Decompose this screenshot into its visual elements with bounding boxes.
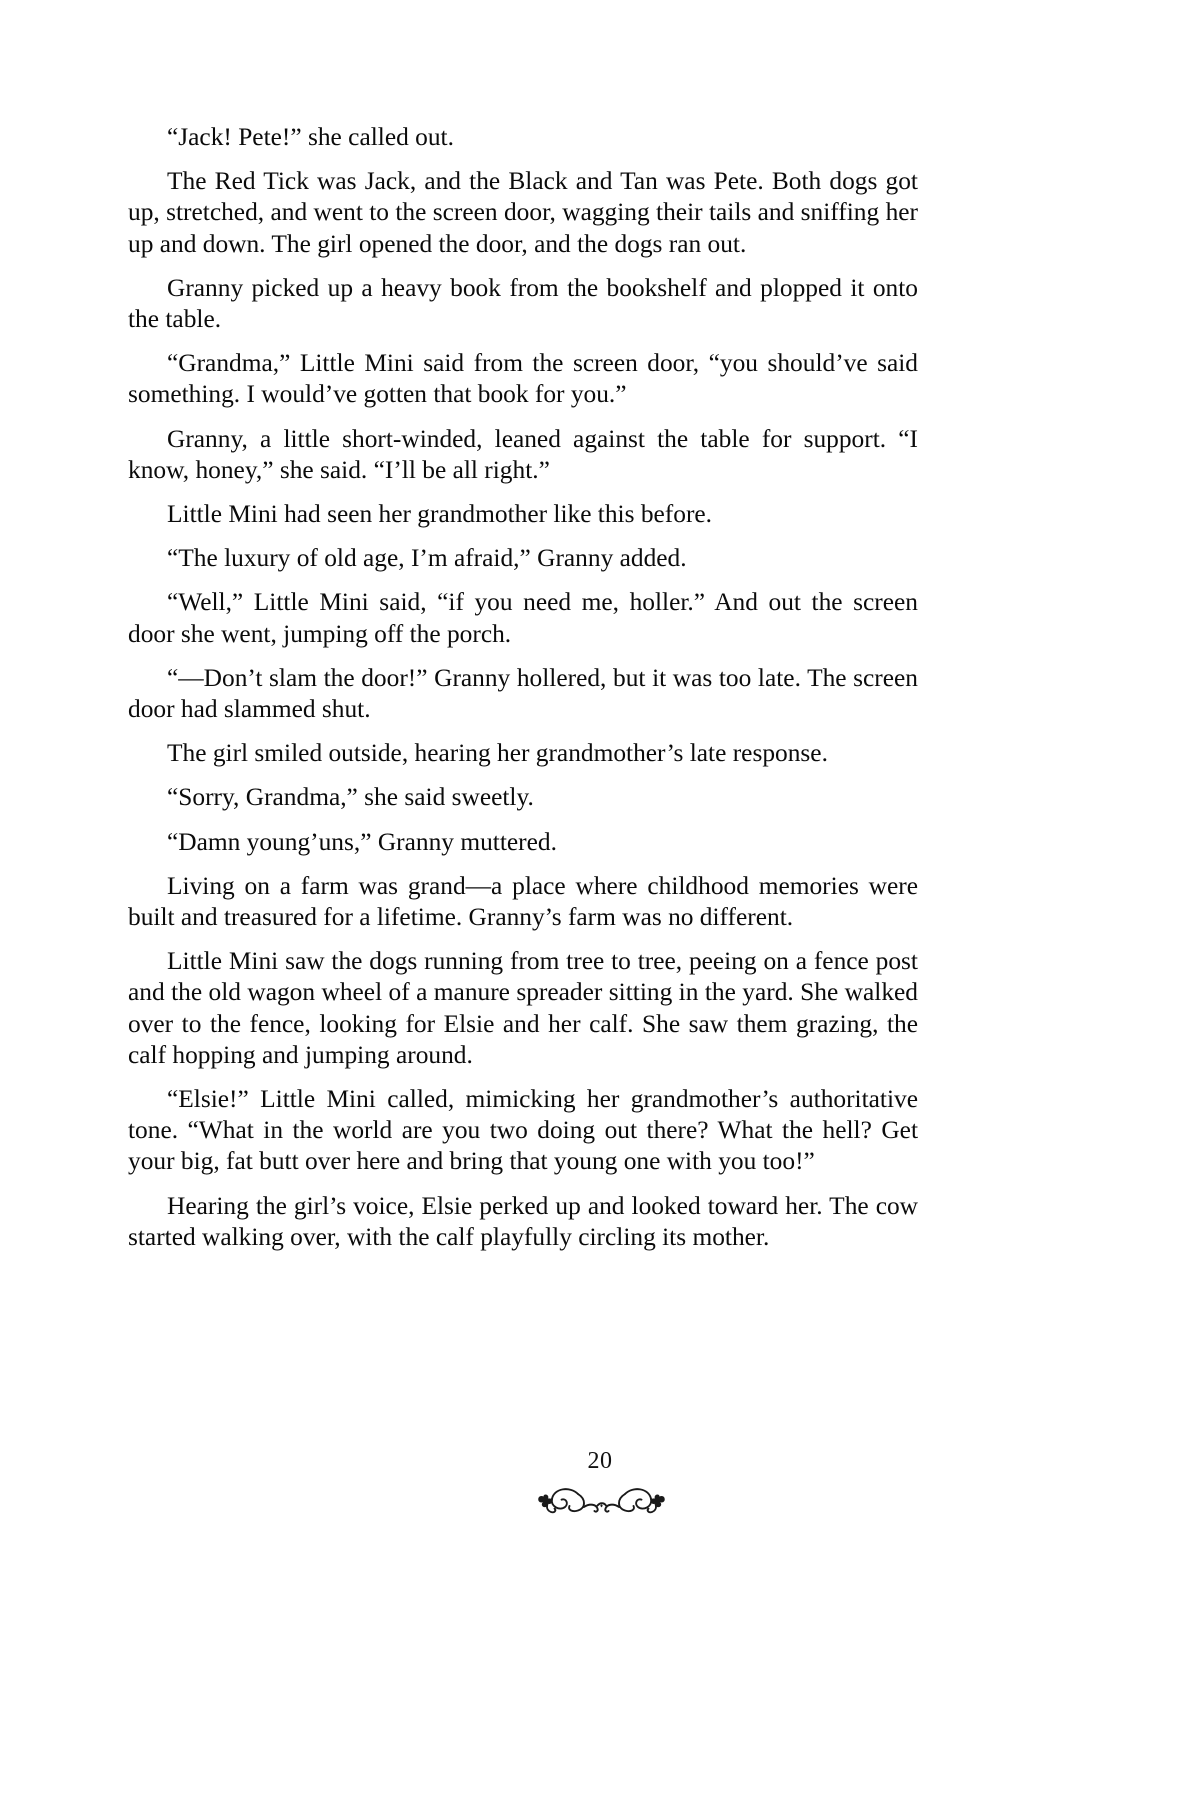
page-footer	[0, 1448, 1200, 1524]
paragraph: Hearing the girl’s voice, Elsie perked up and looked toward her. The cow started walking over, with the calf playfully circling its mother.	[128, 1191, 918, 1251]
paragraph: Granny picked up a heavy book from the bookshelf and plopped it onto the table.	[128, 273, 918, 334]
paragraph: The Red Tick was Jack, and the Black and Tan was Pete. Both dogs got up, stretched, and went to the screen door, wagging their tails and sniffing her up and down. The girl opened the door, and the dogs ran out.	[128, 167, 918, 258]
body-text	[128, 122, 918, 1253]
paragraph: Living on a farm was grand—a place where childhood memories were built and treasured for a lifetime. Granny’s farm was no different.	[128, 871, 918, 932]
page-number: 20	[587, 1448, 613, 1474]
paragraph: Little Mini had seen her grandmother like this before.	[167, 500, 713, 529]
paragraph: “—Don’t slam the door!” Granny hollered, but it was too late. The screen door had slammed shut.	[128, 663, 918, 724]
paragraph: The girl smiled outside, hearing her grandmother’s late response.	[167, 739, 828, 768]
paragraph: “Jack! Pete!” she called out.	[167, 123, 454, 151]
paragraph: “Elsie!” Little Mini called, mimicking her grandmother’s authoritative tone. “What in the world are you two doing out there? What the hell? Get your big, fat butt over here and bring that young one with you too!”	[128, 1085, 918, 1176]
paragraph: “Sorry, Grandma,” she said sweetly.	[167, 783, 534, 812]
paragraph: “Well,” Little Mini said, “if you need me, holler.” And out the screen door she went, jumping off the porch.	[128, 588, 918, 648]
paragraph: Little Mini saw the dogs running from tree to tree, peeing on a fence post and the old wagon wheel of a manure spreader sitting in the yard. She walked over to the fence, looking for Elsie and her calf. She saw them grazing, the calf hopping and jumping around.	[128, 947, 918, 1069]
paragraph: “Grandma,” Little Mini said from the screen door, “you should’ve said something. I would’ve gotten that book for you.”	[128, 349, 918, 409]
paragraph: “Damn young’uns,” Granny muttered.	[167, 827, 557, 856]
calligraphic-flourish-divider-icon	[0, 1478, 1200, 1524]
paragraph: Granny, a little short-winded, leaned against the table for support. “I know, honey,” she said. “I’ll be all right.”	[128, 424, 918, 484]
paragraph: “The luxury of old age, I’m afraid,” Granny added.	[167, 544, 687, 573]
